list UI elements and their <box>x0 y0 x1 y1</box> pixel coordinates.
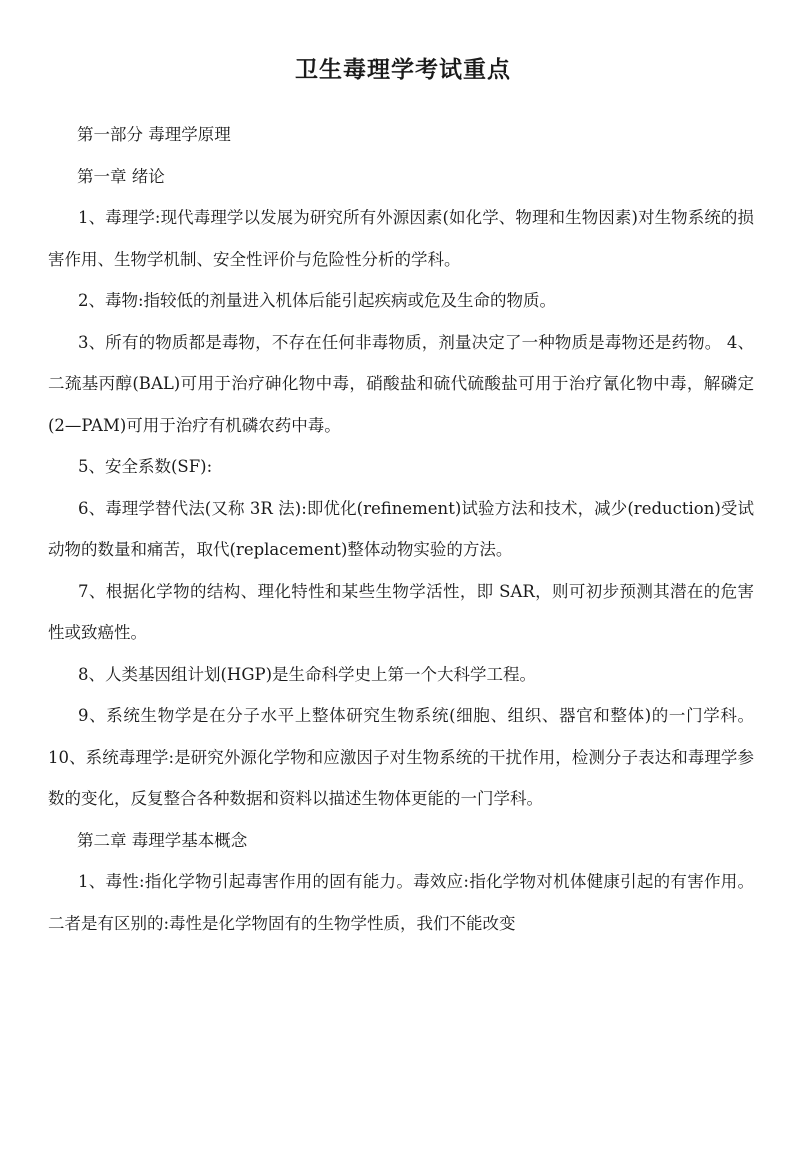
paragraph: 2、毒物:指较低的剂量进入机体后能引起疾病或危及生命的物质。 <box>78 291 557 310</box>
paragraph: 3、所有的物质都是毒物，不存在任何非毒物质，剂量决定了一种物质是毒物还是药物。 4、二巯基丙醇(BAL)可用于治疗砷化物中毒，硝酸盐和硫代硫酸盐可用于治疗氰化物中毒，解磷定(2—PAM)可用于治疗有机磷农药中毒。 <box>48 332 754 435</box>
paragraph: 6、毒理学替代法(又称 3R 法):即优化(refinement)试验方法和技术，减少(reduction)受试动物的数量和痛苦，取代(replacement)整体动物实验的方法。 <box>48 498 754 559</box>
paragraph: 1、毒性:指化学物引起毒害作用的固有能力。毒效应:指化学物对机体健康引起的有害作用。二者是有区别的:毒性是化学物固有的生物学性质，我们不能改变 <box>48 872 754 933</box>
paragraph: 7、根据化学物的结构、理化特性和某些生物学活性，即 SAR，则可初步预测其潜在的危害性或致癌性。 <box>48 581 754 642</box>
paragraph: 9、系统生物学是在分子水平上整体研究生物系统(细胞、组织、器官和整体)的一门学科。 10、系统毒理学:是研究外源化学物和应激因子对生物系统的干扰作用，检测分子表达和毒理学参数的变化，反复整合各种数据和资料以描述生物体更能的一门学科。 <box>48 706 754 808</box>
chapter-1-heading: 第一章 绪论 <box>77 166 165 186</box>
part-heading: 第一部分 毒理学原理 <box>77 125 231 144</box>
paragraph: 5、安全系数(SF): <box>78 457 213 476</box>
chapter-2-heading: 第二章 毒理学基本概念 <box>77 830 248 850</box>
document-body <box>48 114 754 944</box>
paragraph: 1、毒理学:现代毒理学以发展为研究所有外源因素(如化学、物理和生物因素)对生物系统的损害作用、生物学机制、安全性评价与危险性分析的学科。 <box>48 208 754 269</box>
paragraph: 8、人类基因组计划(HGP)是生命科学史上第一个大科学工程。 <box>78 664 537 684</box>
document-title: 卫生毒理学考试重点 <box>295 57 511 83</box>
